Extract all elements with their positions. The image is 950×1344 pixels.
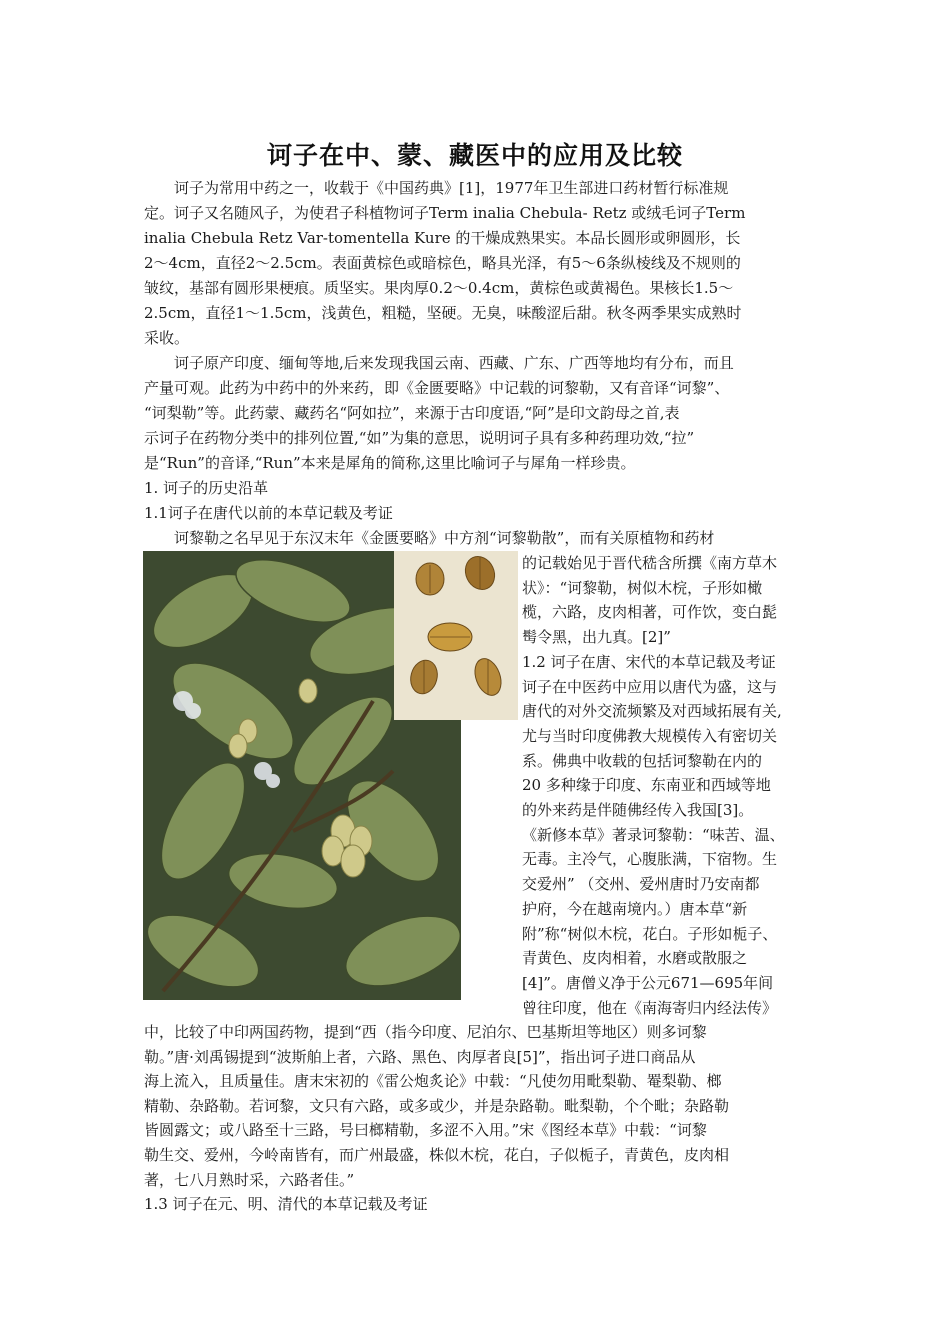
text-line: 精勒、杂路勒。若诃黎，文只有六路，或多或少，并是杂路勒。毗梨勒，个个毗；杂路勒 <box>144 1096 730 1115</box>
text-line: 曾往印度，他在《南海寄归内经法传》 <box>522 998 778 1017</box>
text-line: inalia Chebula Retz Var-tomentella Kure 的干燥成熟果实。本品长圆形或卵圆形，长 <box>144 229 741 247</box>
text-line: 2～4cm，直径2～2.5cm。表面黄棕色或暗棕色，略具光泽，有5～6条纵棱线及不规则的 <box>144 254 741 272</box>
text-line: 产量可观。此药为中药中的外来药，即《金匮要略》中记载的诃黎勒，又有音译“诃黎”、 <box>144 379 730 397</box>
text-line: 勒。”唐·刘禹锡提到“波斯舶上者，六路、黑色、肉厚者良[5]”，指出诃子进口商品从 <box>144 1047 696 1066</box>
text-line: “诃梨勒”等。此药蒙、藏药名“阿如拉”，来源于古印度语,“阿”是印文韵母之首,表 <box>144 404 680 422</box>
dried-fruit-photo <box>394 551 518 720</box>
text-line: 诃子原产印度、缅甸等地,后来发现我国云南、西藏、广东、广西等地均有分布，而且 <box>144 354 734 372</box>
text-line: 的外来药是伴随佛经传入我国[3]。 <box>522 801 754 819</box>
text-line: 诃黎勒之名早见于东汉末年《金匮要略》中方剂“诃黎勒散”，而有关原植物和药材 <box>144 529 715 547</box>
text-line: 《新修本草》著录诃黎勒：“味苦、温、 <box>522 825 785 844</box>
text-line: 1.3 诃子在元、明、清代的本草记载及考证 <box>144 1195 428 1214</box>
text-line: [4]”。唐僧义净于公元671—695年间 <box>522 973 774 992</box>
text-line: 尤与当时印度佛教大规模传入有密切关 <box>522 726 778 745</box>
text-line: 的记载始见于晋代嵇含所撰《南方草木 <box>522 554 778 572</box>
text-line: 榄，六路，皮肉相著，可作饮，变白髭 <box>522 603 778 622</box>
text-line: 状》：“诃黎勒，树似木梡，子形如橄 <box>522 578 763 597</box>
text-line: 海上流入，且质量佳。唐末宋初的《雷公炮炙论》中载：“凡使勿用毗梨勒、罨梨勒、榔 <box>144 1072 722 1091</box>
text-line: 勒生交、爱州，今岭南皆有，而广州最盛，株似木梡，花白，子似栀子，青黄色，皮肉相 <box>144 1146 730 1164</box>
text-line: 中，比较了中印两国药物，提到“西（指今印度、尼泊尔、巴基斯坦等地区）则多诃黎 <box>144 1023 707 1041</box>
text-line: 诃子在中医药中应用以唐代为盛，这与 <box>522 677 778 696</box>
text-line: 无毒。主冷气，心腹胀满，下宿物。生 <box>522 850 778 869</box>
text-line: 2.5cm，直径1～1.5cm，浅黄色，粗糙，坚硬。无臭，味酸涩后甜。秋冬两季果实成熟时 <box>144 304 742 322</box>
text-line: 著，七八月熟时采，六路者佳。” <box>144 1170 355 1189</box>
text-line: 1. 诃子的历史沿革 <box>144 479 269 497</box>
text-line: 护府，今在越南境内。）唐本草“新 <box>522 899 748 918</box>
text-line: 皱纹，基部有圆形果梗痕。质坚实。果肉厚0.2～0.4cm，黄棕色或黄褐色。果核长1.5～ <box>144 279 734 297</box>
text-line: 诃子为常用中药之一，收载于《中国药典》[1]，1977年卫生部进口药材暂行标准规 <box>144 179 729 197</box>
page-title: 诃子在中、蒙、藏医中的应用及比较 <box>266 141 683 170</box>
text-line: 附”称“树似木梡，花白。子形如栀子、 <box>522 924 778 943</box>
text-line: 20 多种缘于印度、东南亚和西域等地 <box>522 776 771 795</box>
text-line: 1.2 诃子在唐、宋代的本草记载及考证 <box>522 652 776 671</box>
text-line: 采收。 <box>144 329 190 347</box>
text-line: 系。佛典中收载的包括诃黎勒在内的 <box>522 751 763 770</box>
text-line: 是“Run”的音译,“Run”本来是犀角的简称,这里比喻诃子与犀角一样珍贵。 <box>144 454 636 472</box>
text-line: 定。诃子又名随风子，为使君子科植物诃子Term inalia Chebula- Retz 或绒毛诃子Term <box>144 204 746 222</box>
text-line: 皆圆露文；或八路至十三路，号曰榔精勒，多涩不入用。”宋《图经本草》中载：“诃黎 <box>144 1121 707 1140</box>
text-line: 交爱州” （交州、爱州唐时乃安南都 <box>522 875 760 894</box>
text-line: 青黄色、皮肉相着，水磨或散服之 <box>522 949 748 968</box>
text-line: 示诃子在药物分类中的排列位置,“如”为集的意思，说明诃子具有多种药理功效,“拉” <box>144 429 695 447</box>
text-line: 1.1诃子在唐代以前的本草记载及考证 <box>144 504 393 522</box>
dried-fruit-illustration <box>394 551 518 720</box>
text-line: 唐代的对外交流频繁及对西域拓展有关, <box>522 702 782 721</box>
text-line: 髩令黑，出九真。[2]” <box>522 628 671 647</box>
